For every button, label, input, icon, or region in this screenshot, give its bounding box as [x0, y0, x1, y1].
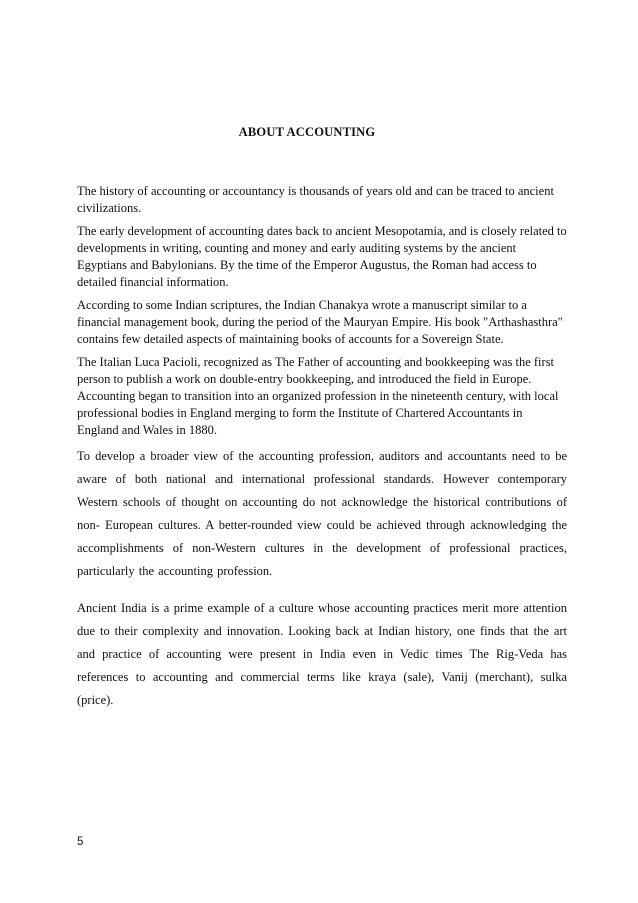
page-title-text: ABOUT ACCOUNTING — [238, 125, 376, 139]
paragraph-chanakya: According to some Indian scriptures, the Indian Chanakya wrote a manuscript similar to a financial management book, during the period of the Mauryan Empire. His book "Arthashasthra" contains few detailed aspects of maintaining books of accounts for a Sovereign State. — [77, 298, 563, 346]
paragraph-early-development: The early development of accounting dates back to ancient Mesopotamia, and is closely related to developments in writing, counting and money and early auditing systems by the ancient Egyptians and Babylonians. By the time of the Emperor Augustus, the Roman had access to detailed financial information. — [77, 224, 567, 289]
page-number: 5 — [77, 836, 84, 848]
paragraph-ancient-india: Ancient India is a prime example of a culture whose accounting practices merit more attention due to their complexity and innovation. Looking back at Indian history, one finds that the art and practice of accounting were present in India even in Vedic times The Rig-Veda has references to accounting and commercial terms like kraya (sale), Vanij (merchant), sulka (price). — [77, 601, 567, 707]
page-title — [0, 125, 600, 140]
paragraph-broader-view: To develop a broader view of the accounting profession, auditors and accountants need to be aware of both national and international professional standards. However contemporary Western schools of thought on accounting do not acknowledge the historical contributions of non- European cultures. A better-rounded view could be achieved through acknowledging the accomplishments of non-Western cultures in the development of professional practices, particularly the accounting profession. — [77, 449, 567, 578]
paragraph-history: The history of accounting or accountancy is thousands of years old and can be traced to ancient civilizations. — [77, 184, 554, 215]
document-body — [77, 183, 567, 712]
paragraph-pacioli: The Italian Luca Pacioli, recognized as The Father of accounting and bookkeeping was the first person to publish a work on double-entry bookkeeping, and introduced the field in Europe. Accounting began to transition into an organized profession in the nineteenth century, with local professional bodies in England merging to form the Institute of Chartered Accountants in England and Wales in 1880. — [77, 355, 559, 437]
